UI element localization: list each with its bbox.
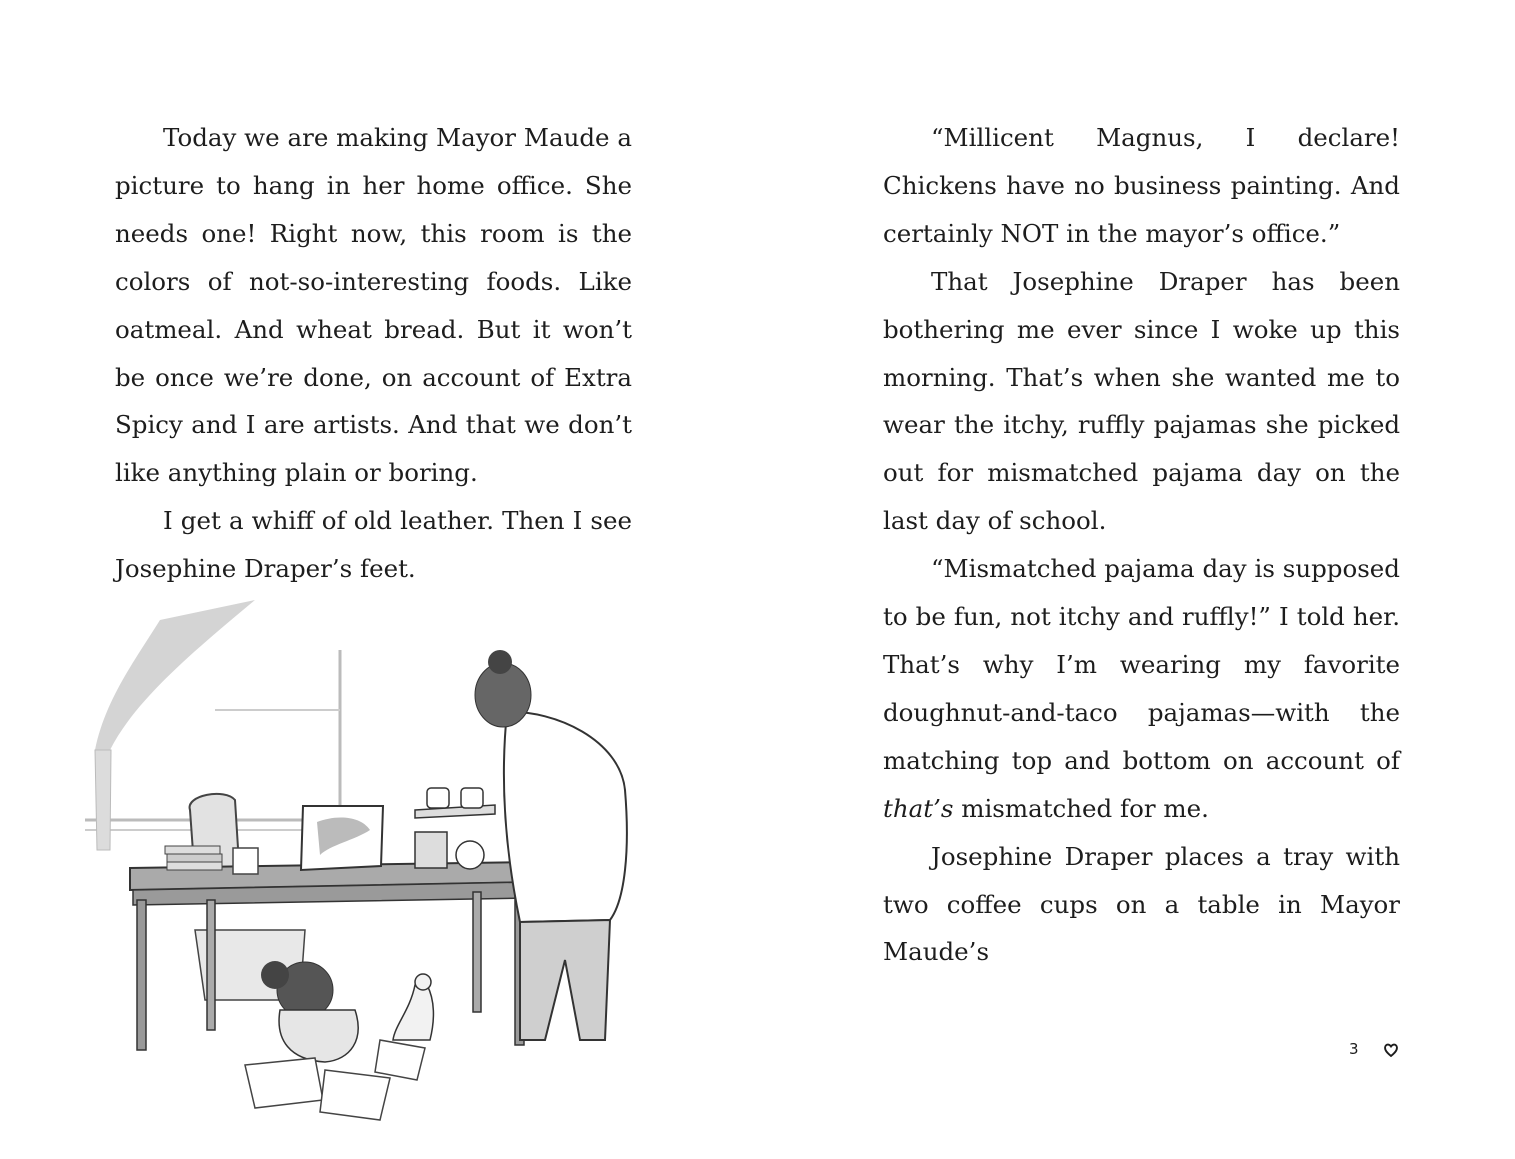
paragraph-text: “Mismatched pajama day is supposed to be fun, not itchy and ruffly!” I told her. That’s why I’m wearing my favorite doughnut-and-taco pajamas—with the matching top and bottom on account of: [883, 554, 1400, 775]
paragraph: “Millicent Magnus, I declare! Chickens have no business painting. And certainly NOT in the mayor’s office.”: [883, 123, 1400, 248]
paragraph-text: mismatched for me.: [961, 793, 1209, 823]
office-illustration: [75, 600, 645, 1130]
paragraph: [883, 545, 1400, 832]
heart-icon: [1383, 1042, 1399, 1058]
page-number: 3: [1349, 1040, 1359, 1058]
paragraph: I get a whiff of old leather. Then I see Josephine Draper’s feet.: [115, 506, 632, 584]
left-page-text: [115, 114, 632, 593]
italic-word: that’s: [883, 793, 954, 823]
paragraph: Josephine Draper places a tray with two coffee cups on a table in Mayor Maude’s: [883, 841, 1400, 967]
right-page-text: [883, 114, 1400, 976]
chicken-figure: [393, 974, 433, 1040]
paragraph: That Josephine Draper has been bothering me ever since I woke up this morning. That’s when she wanted me to wear the itchy, ruffly pajamas she picked out for mismatched pajama day on the last day of school.: [883, 266, 1400, 536]
paragraph: Today we are making Mayor Maude a picture to hang in her home office. She needs one! Right now, this room is the colors of not-so-interesting foods. Like oatmeal. And wheat bread. But it won’t be once we’re done, on account of Extra Spicy and I are artists. And that we don’t like anything plain or boring.: [115, 123, 632, 488]
girl-figure: [261, 961, 358, 1062]
